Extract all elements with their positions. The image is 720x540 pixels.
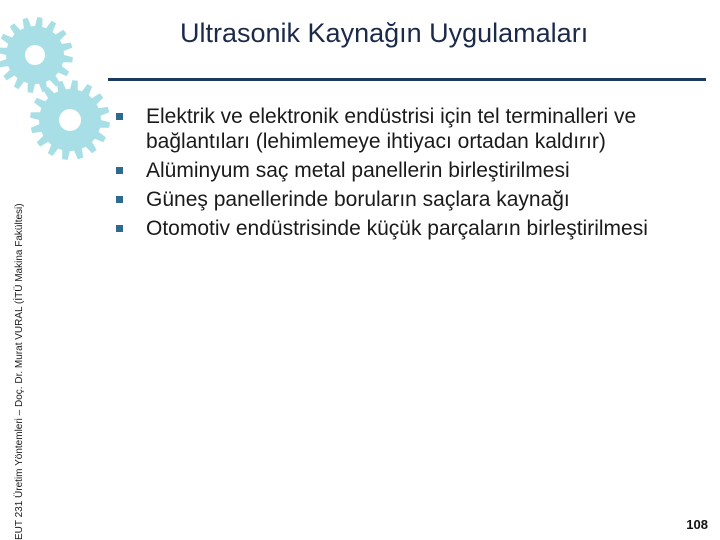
vertical-footer-text: EUT 231 Üretim Yöntemleri – Doç. Dr. Murat VURAL (İTÜ Makina Fakültesi) [14,203,25,540]
gear-icon [30,80,110,160]
square-bullet-icon [116,113,123,120]
page-number: 108 [686,517,708,532]
square-bullet-icon [116,196,123,203]
bullet-item: Otomotiv endüstrisinde küçük parçaların birleştirilmesi [112,216,702,241]
square-bullet-icon [116,225,123,232]
slide-title: Ultrasonik Kaynağın Uygulamaları [180,18,589,48]
bullet-item: Alüminyum saç metal panellerin birleştirilmesi [112,158,702,183]
square-bullet-icon [116,167,123,174]
bullet-item: Güneş panellerinde boruların saçlara kaynağı [112,187,702,212]
title-divider [108,78,706,81]
bullet-item: Elektrik ve elektronik endüstrisi için tel terminalleri ve bağlantıları (lehimlemeye ihtiyacı ortadan kaldırır) [112,104,702,154]
bullet-list [112,104,702,245]
